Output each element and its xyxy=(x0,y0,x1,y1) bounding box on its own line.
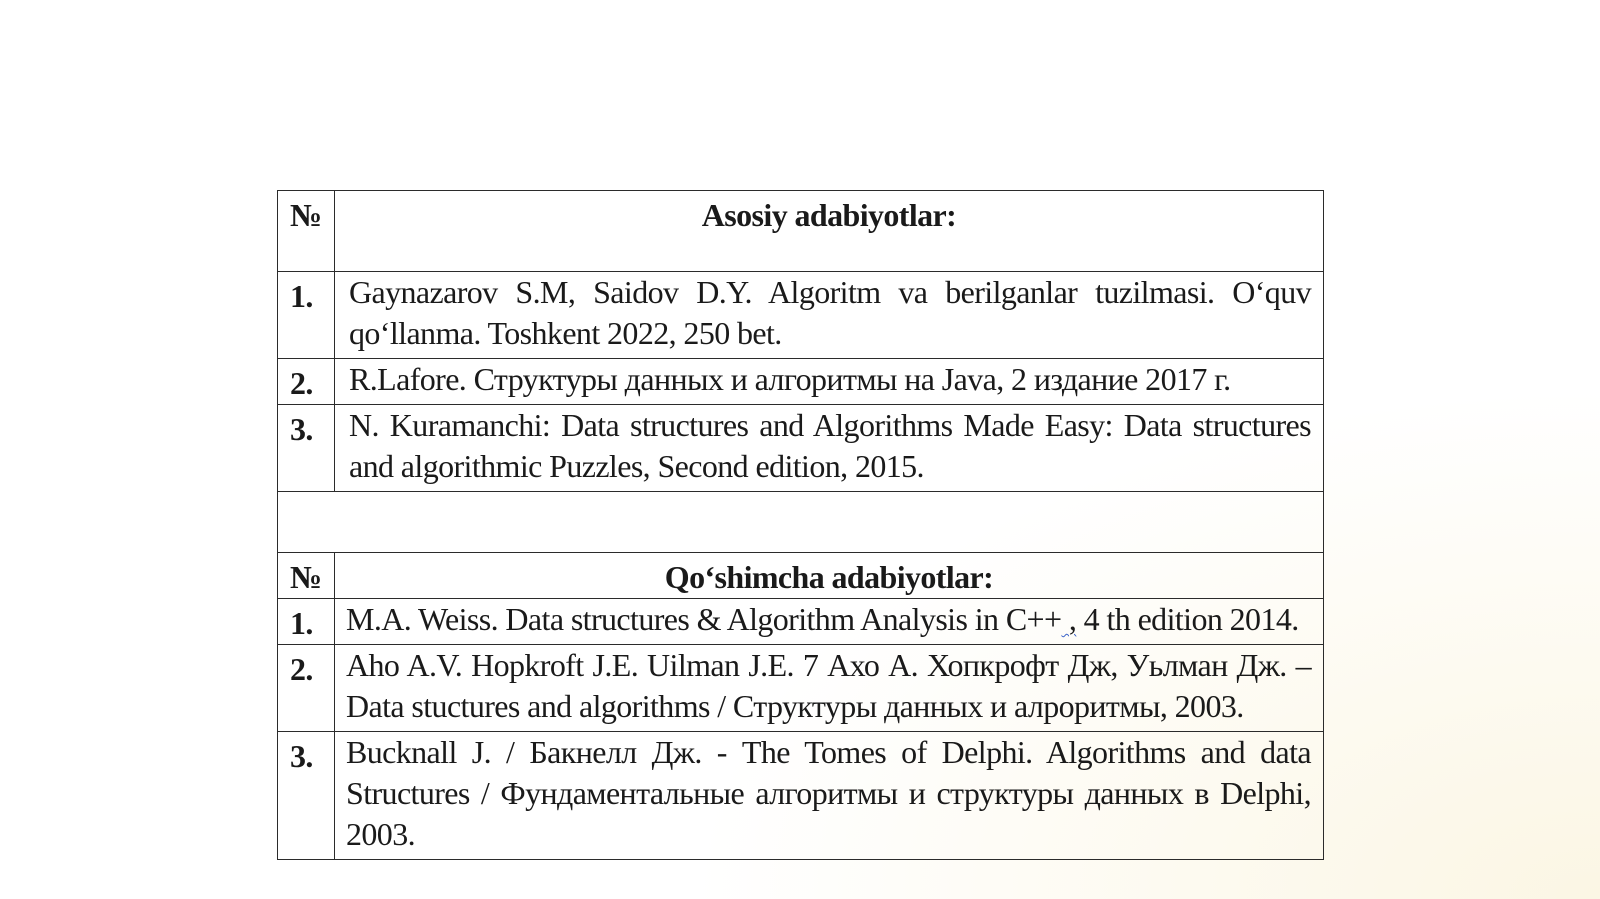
item-number: 3. xyxy=(278,405,335,492)
main-section-title: Asosiy adabiyotlar: xyxy=(335,191,1324,272)
reference-text-part: 4 th edition 2014. xyxy=(1076,601,1299,637)
table-row xyxy=(278,599,1324,645)
item-number: 1. xyxy=(278,272,335,359)
table-row xyxy=(278,732,1324,860)
spellcheck-flagged-text: , xyxy=(1061,601,1077,637)
reference-text: R.Lafore. Структуры данных и алгоритмы на Java, 2 издание 2017 г. xyxy=(335,359,1324,405)
empty-cell xyxy=(278,492,1324,553)
item-number: 1. xyxy=(278,599,335,645)
table-row xyxy=(278,359,1324,405)
table-row xyxy=(278,405,1324,492)
reference-text-part: M.A. Weiss. Data structures & Algorithm Analysis in C++ xyxy=(346,601,1062,637)
section-separator-row xyxy=(278,492,1324,553)
main-section-header-row xyxy=(278,191,1324,272)
additional-section-title: Qo‘shimcha adabiyotlar: xyxy=(335,553,1324,599)
reference-text: N. Kuramanchi: Data structures and Algorithms Made Easy: Data structures and algorithmic Puzzles, Second edition, 2015. xyxy=(335,405,1324,492)
reference-text: Gaynazarov S.M, Saidov D.Y. Algoritm va berilganlar tuzilmasi. O‘quv qo‘llanma. Toshkent 2022, 250 bet. xyxy=(335,272,1324,359)
item-number: 2. xyxy=(278,645,335,732)
item-number: 2. xyxy=(278,359,335,405)
reference-text: Aho A.V. Hopkroft J.E. Uilman J.E. 7 Ахо А. Хопкрофт Дж, Уьлман Дж. – Data stuctures and algorithms / Структуры данных и алроритмы, 2003. xyxy=(335,645,1324,732)
reference-text xyxy=(335,599,1324,645)
number-column-header: № xyxy=(278,553,335,599)
reference-text: Bucknall J. / Бакнелл Дж. - The Tomes of Delphi. Algorithms and data Structures / Фундаментальные алгоритмы и структуры данных в Delphi, 2003. xyxy=(335,732,1324,860)
literature-table xyxy=(277,190,1324,860)
item-number: 3. xyxy=(278,732,335,860)
table-row xyxy=(278,272,1324,359)
number-column-header: № xyxy=(278,191,335,272)
additional-section-header-row xyxy=(278,553,1324,599)
table-row xyxy=(278,645,1324,732)
